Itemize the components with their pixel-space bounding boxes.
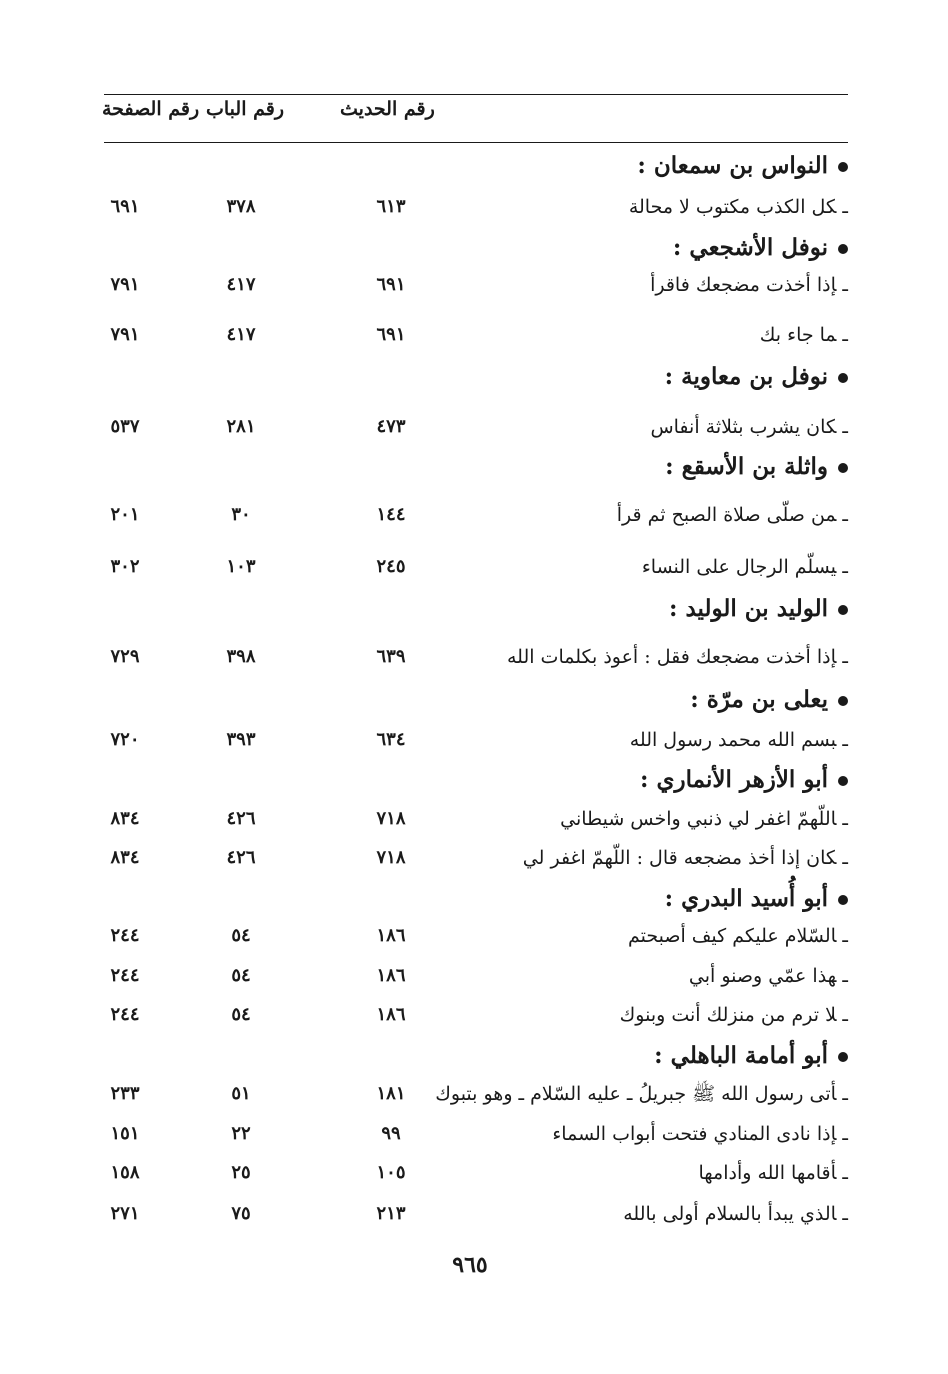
hadith-text: أقامها الله وأدامها bbox=[698, 1162, 837, 1184]
index-row bbox=[0, 843, 948, 873]
index-row bbox=[0, 1000, 948, 1030]
hadith-text-cell bbox=[507, 642, 848, 672]
bab-number: ٥٤ bbox=[231, 1004, 251, 1025]
index-row bbox=[0, 552, 948, 582]
hadith-text-cell bbox=[698, 1158, 848, 1188]
bab-number: ٢٨١ bbox=[226, 416, 256, 437]
index-row bbox=[0, 961, 948, 991]
section-heading-row bbox=[0, 685, 948, 715]
bullet-icon bbox=[838, 605, 848, 615]
hadith-number: ١٨٦ bbox=[376, 965, 406, 986]
hadith-text: كان يشرب بثلاثة أنفاس bbox=[650, 416, 837, 438]
section-heading bbox=[669, 594, 848, 624]
header-bab-number: رقم الباب bbox=[206, 98, 284, 120]
section-title: نوفل بن معاوية : bbox=[664, 363, 828, 390]
page-number-cell: ٢٤٤ bbox=[110, 1004, 140, 1025]
page-number-cell: ٨٣٤ bbox=[110, 847, 140, 868]
hadith-text-cell bbox=[523, 843, 848, 873]
section-heading-row bbox=[0, 884, 948, 914]
section-heading bbox=[673, 233, 848, 263]
page-number: ٩٦٥ bbox=[452, 1252, 488, 1278]
page-number-cell: ٢٤٤ bbox=[110, 925, 140, 946]
bab-number: ٤٢٦ bbox=[226, 808, 256, 829]
hadith-number: ١٨٦ bbox=[376, 925, 406, 946]
bab-number: ٣٩٨ bbox=[226, 646, 256, 667]
section-heading-row bbox=[0, 233, 948, 263]
hadith-number: ٦١٣ bbox=[376, 196, 406, 217]
hadith-text: اللّهمّ اغفر لي ذنبي واخس شيطاني bbox=[560, 808, 837, 830]
header-page-number: رقم الصفحة bbox=[102, 98, 200, 120]
index-row bbox=[0, 804, 948, 834]
page-number-cell: ٨٣٤ bbox=[110, 808, 140, 829]
section-title: نوفل الأشجعي : bbox=[672, 234, 828, 261]
bab-number: ٥١ bbox=[231, 1083, 251, 1104]
section-heading bbox=[665, 362, 848, 392]
section-heading-row bbox=[0, 362, 948, 392]
page-number-cell: ٢٧١ bbox=[110, 1203, 140, 1224]
index-row bbox=[0, 500, 948, 530]
bullet-icon bbox=[838, 162, 848, 172]
hadith-text: إذا نادى المنادي فتحت أبواب السماء bbox=[552, 1123, 837, 1145]
dash-marker: ـ bbox=[842, 646, 848, 668]
bullet-icon bbox=[838, 895, 848, 905]
index-row bbox=[0, 1158, 948, 1188]
hadith-text-cell bbox=[620, 1000, 848, 1030]
index-row bbox=[0, 1119, 948, 1149]
hadith-text: كان إذا أخذ مضجعه قال : اللّهمّ اغفر لي bbox=[522, 847, 837, 869]
page-number-cell: ٢٠١ bbox=[110, 504, 140, 525]
hadith-text-cell bbox=[617, 500, 848, 530]
section-title: النواس بن سمعان : bbox=[637, 152, 828, 179]
bab-number: ٥٤ bbox=[231, 925, 251, 946]
bullet-icon bbox=[838, 776, 848, 786]
page-number-cell: ٧٢٩ bbox=[110, 646, 140, 667]
dash-marker: ـ bbox=[842, 556, 848, 578]
section-title: أبو أمامة الباهلي : bbox=[654, 1042, 828, 1069]
header-hadith-number: رقم الحديث bbox=[340, 98, 435, 120]
section-title: الوليد بن الوليد : bbox=[668, 595, 828, 622]
hadith-text-cell bbox=[628, 921, 848, 951]
hadith-text: من صلّى صلاة الصبح ثم قرأ bbox=[616, 504, 837, 526]
hadith-text: يسلّم الرجال على النساء bbox=[641, 556, 837, 578]
bab-number: ٤١٧ bbox=[226, 324, 256, 345]
hadith-number: ٢٤٥ bbox=[376, 556, 406, 577]
section-heading bbox=[665, 884, 848, 914]
dash-marker: ـ bbox=[842, 1004, 848, 1026]
hadith-text-cell bbox=[642, 552, 848, 582]
hadith-number: ٤٧٣ bbox=[376, 416, 406, 437]
hadith-number: ١٨٦ bbox=[376, 1004, 406, 1025]
section-heading bbox=[640, 765, 848, 795]
page-number-cell: ١٥٨ bbox=[110, 1162, 140, 1183]
hadith-text: ما جاء بك bbox=[759, 324, 837, 346]
section-heading-row bbox=[0, 452, 948, 482]
hadith-text-cell bbox=[760, 320, 848, 350]
hadith-text-cell bbox=[435, 1079, 848, 1109]
hadith-text: أتى رسول الله ﷺ جبريلُ ـ عليه السّلام ـ وهو بتبوك bbox=[435, 1083, 837, 1105]
bab-number: ٣٠ bbox=[231, 504, 251, 525]
hadith-number: ٢١٣ bbox=[376, 1203, 406, 1224]
top-rule bbox=[104, 94, 848, 95]
dash-marker: ـ bbox=[842, 965, 848, 987]
bullet-icon bbox=[838, 696, 848, 706]
hadith-number: ٦٩١ bbox=[376, 274, 406, 295]
hadith-text-cell bbox=[630, 725, 848, 755]
bab-number: ٣٩٣ bbox=[226, 729, 256, 750]
dash-marker: ـ bbox=[842, 416, 848, 438]
dash-marker: ـ bbox=[842, 808, 848, 830]
hadith-text-cell bbox=[552, 1119, 848, 1149]
bab-number: ١٠٣ bbox=[226, 556, 256, 577]
page-number-cell: ٢٣٣ bbox=[110, 1083, 140, 1104]
page-number-cell: ٦٩١ bbox=[110, 196, 140, 217]
hadith-text: كل الكذب مكتوب لا محالة bbox=[628, 196, 837, 218]
hadith-number: ٧١٨ bbox=[376, 808, 406, 829]
hadith-text: لا ترم من منزلك أنت وبنوك bbox=[619, 1004, 837, 1026]
bab-number: ٧٥ bbox=[231, 1203, 251, 1224]
section-title: أبو أُسيد البدري : bbox=[664, 885, 828, 912]
bullet-icon bbox=[838, 463, 848, 473]
hadith-number: ١٤٤ bbox=[376, 504, 406, 525]
index-row bbox=[0, 270, 948, 300]
bab-number: ٤١٧ bbox=[226, 274, 256, 295]
dash-marker: ـ bbox=[842, 729, 848, 751]
bullet-icon bbox=[838, 244, 848, 254]
dash-marker: ـ bbox=[842, 504, 848, 526]
page-number-cell: ٧٩١ bbox=[110, 274, 140, 295]
bab-number: ٥٤ bbox=[231, 965, 251, 986]
section-heading-row bbox=[0, 594, 948, 624]
section-heading bbox=[690, 685, 848, 715]
section-title: واثلة بن الأسقع : bbox=[665, 453, 828, 480]
dash-marker: ـ bbox=[842, 1162, 848, 1184]
page-number-cell: ٢٤٤ bbox=[110, 965, 140, 986]
page-number-cell: ٣٠٢ bbox=[110, 556, 140, 577]
hadith-text-cell bbox=[623, 1199, 848, 1229]
index-row bbox=[0, 1079, 948, 1109]
dash-marker: ـ bbox=[842, 1123, 848, 1145]
dash-marker: ـ bbox=[842, 925, 848, 947]
hadith-number: ٦٣٤ bbox=[376, 729, 406, 750]
dash-marker: ـ bbox=[842, 847, 848, 869]
dash-marker: ـ bbox=[842, 196, 848, 218]
section-title: يعلى بن مرّة : bbox=[690, 686, 828, 713]
hadith-text: بسم الله محمد رسول الله bbox=[629, 729, 837, 751]
index-row bbox=[0, 412, 948, 442]
hadith-text: إذا أخذت مضجعك فاقرأ bbox=[650, 274, 837, 296]
index-row bbox=[0, 192, 948, 222]
hadith-number: ٧١٨ bbox=[376, 847, 406, 868]
bab-number: ٢٢ bbox=[231, 1123, 251, 1144]
page-number-cell: ٧٢٠ bbox=[110, 729, 140, 750]
section-heading bbox=[637, 151, 848, 181]
index-row bbox=[0, 642, 948, 672]
dash-marker: ـ bbox=[842, 324, 848, 346]
section-title: أبو الأزهر الأنماري : bbox=[640, 766, 828, 793]
bab-number: ٢٥ bbox=[231, 1162, 251, 1183]
dash-marker: ـ bbox=[842, 274, 848, 296]
hadith-number: ١٨١ bbox=[376, 1083, 406, 1104]
hadith-text: السّلام عليكم كيف أصبحتم bbox=[627, 925, 837, 947]
section-heading bbox=[665, 452, 848, 482]
section-heading-row bbox=[0, 765, 948, 795]
bab-number: ٣٧٨ bbox=[226, 196, 256, 217]
hadith-text: إذا أخذت مضجعك فقل : أعوذ بكلمات الله bbox=[506, 646, 837, 668]
index-row bbox=[0, 725, 948, 755]
hadith-text-cell bbox=[629, 192, 848, 222]
dash-marker: ـ bbox=[842, 1203, 848, 1225]
index-row bbox=[0, 320, 948, 350]
hadith-text-cell bbox=[689, 961, 848, 991]
hadith-text-cell bbox=[650, 270, 848, 300]
hadith-text-cell bbox=[650, 412, 848, 442]
page-number-cell: ٧٩١ bbox=[110, 324, 140, 345]
page-number-cell: ٥٣٧ bbox=[110, 416, 140, 437]
hadith-text-cell bbox=[560, 804, 848, 834]
hadith-number: ٩٩ bbox=[381, 1123, 401, 1144]
hadith-text: الذي يبدأ بالسلام أولى بالله bbox=[623, 1203, 837, 1225]
section-heading-row bbox=[0, 1041, 948, 1071]
page-number-cell: ١٥١ bbox=[110, 1123, 140, 1144]
dash-marker: ـ bbox=[842, 1083, 848, 1105]
section-heading bbox=[654, 1041, 848, 1071]
hadith-text: هذا عمّي وصنو أبي bbox=[688, 965, 837, 987]
hadith-number: ٦٣٩ bbox=[376, 646, 406, 667]
hadith-number: ٦٩١ bbox=[376, 324, 406, 345]
index-row bbox=[0, 921, 948, 951]
index-row bbox=[0, 1199, 948, 1229]
section-heading-row bbox=[0, 151, 948, 181]
header-rule bbox=[104, 142, 848, 143]
hadith-number: ١٠٥ bbox=[376, 1162, 406, 1183]
bullet-icon bbox=[838, 1052, 848, 1062]
bullet-icon bbox=[838, 373, 848, 383]
bab-number: ٤٢٦ bbox=[226, 847, 256, 868]
